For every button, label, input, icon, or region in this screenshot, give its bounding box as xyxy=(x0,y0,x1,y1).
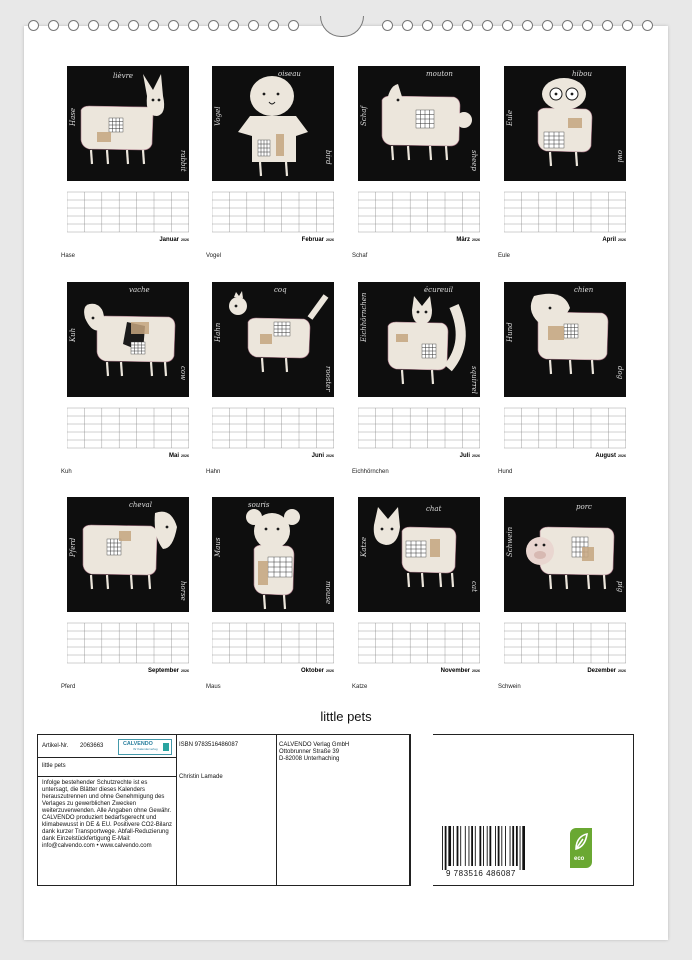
binding-ring xyxy=(462,20,473,31)
calendar-grid xyxy=(504,404,626,456)
animal-artwork xyxy=(67,66,189,181)
art-word-fr: oiseau xyxy=(278,70,301,78)
animal-artwork xyxy=(358,497,480,612)
animal-name: Eichhörnchen xyxy=(352,469,389,475)
calendar-grid xyxy=(212,619,334,671)
binding-ring xyxy=(268,20,279,31)
katze-drawing xyxy=(374,507,456,587)
binding-ring xyxy=(622,20,633,31)
binding-ring xyxy=(188,20,199,31)
binding-ring xyxy=(108,20,119,31)
binding-ring xyxy=(582,20,593,31)
calendar-grid xyxy=(212,188,334,240)
binding-ring xyxy=(48,20,59,31)
short-title: little pets xyxy=(42,763,66,769)
calendar-title: little pets xyxy=(320,709,372,724)
eco-badge xyxy=(570,828,592,868)
art-word-fr: souris xyxy=(248,501,270,509)
binding-ring xyxy=(502,20,513,31)
art-word-en: squirrel xyxy=(470,366,478,394)
article-number: 2063663 xyxy=(80,743,104,749)
art-word-fr: chat xyxy=(426,505,442,513)
art-word-fr: cheval xyxy=(129,501,152,509)
month-label: Mai 2026 xyxy=(168,453,189,459)
calvendo-logo: CALVENDO Ihr Kalenderverlag xyxy=(118,739,172,755)
month-label: März 2026 xyxy=(456,237,480,243)
binding-ring xyxy=(642,20,653,31)
animal-name: Katze xyxy=(352,684,368,690)
animal-name: Pferd xyxy=(61,684,76,690)
eule-drawing xyxy=(538,78,592,166)
info-column-left xyxy=(38,735,177,885)
calendar-grid xyxy=(212,404,334,456)
month-label: Dezember 2026 xyxy=(587,668,626,674)
animal-name: Maus xyxy=(206,684,221,690)
animal-artwork xyxy=(67,282,189,397)
animal-artwork xyxy=(504,66,626,181)
art-word-de: Hase xyxy=(69,107,77,126)
art-word-en: horse xyxy=(179,581,187,601)
article-label: Artikel-Nr. xyxy=(42,743,69,749)
animal-name: Hase xyxy=(61,253,76,259)
binding-ring xyxy=(602,20,613,31)
art-word-en: cow xyxy=(179,366,187,381)
calendar-grid xyxy=(358,188,480,240)
publisher-street: Ottobrunner Straße 39 xyxy=(279,749,340,755)
art-word-de: Hahn xyxy=(214,322,222,342)
art-word-fr: lièvre xyxy=(113,72,134,80)
animal-name: Kuh xyxy=(61,469,72,475)
art-word-de: Eule xyxy=(506,110,514,126)
animal-name: Schwein xyxy=(498,684,521,690)
binding-ring xyxy=(68,20,79,31)
art-word-fr: chien xyxy=(574,286,594,294)
binding-ring xyxy=(482,20,493,31)
art-word-de: Vogel xyxy=(214,106,222,126)
art-word-en: rabbit xyxy=(179,150,187,172)
maus-drawing xyxy=(246,509,300,609)
calendar-grid xyxy=(67,188,189,240)
binding-ring xyxy=(88,20,99,31)
info-column-right xyxy=(276,735,410,885)
calendar-grid xyxy=(504,188,626,240)
art-word-en: owl xyxy=(616,150,624,163)
hund-drawing xyxy=(531,294,608,374)
vogel-drawing xyxy=(238,76,308,176)
art-word-de: Hund xyxy=(506,322,514,342)
hase-drawing xyxy=(81,74,164,164)
isbn: ISBN 9783516486087 xyxy=(179,742,239,748)
animal-artwork xyxy=(212,497,334,612)
art-word-en: cat xyxy=(470,581,478,592)
month-label: Oktober 2026 xyxy=(300,668,334,674)
art-word-en: dog xyxy=(616,366,624,380)
calvendo-logo-mark xyxy=(163,743,169,751)
art-word-de: Eichhörnchen xyxy=(360,292,368,342)
art-word-de: Pferd xyxy=(69,537,77,557)
month-label: Februar 2026 xyxy=(301,237,334,243)
art-word-de: Kuh xyxy=(69,327,77,342)
animal-artwork xyxy=(504,282,626,397)
calendar-grid xyxy=(358,619,480,671)
schwein-drawing xyxy=(526,527,614,589)
art-word-fr: coq xyxy=(274,286,287,294)
binding-ring xyxy=(402,20,413,31)
animal-artwork xyxy=(212,66,334,181)
product-info-box xyxy=(37,734,411,886)
author: Christin Lamade xyxy=(179,774,223,780)
art-word-fr: hibou xyxy=(572,70,592,78)
pferd-drawing xyxy=(83,512,177,589)
binding-ring xyxy=(228,20,239,31)
art-word-de: Maus xyxy=(214,537,222,557)
eco-label: eco xyxy=(574,856,585,862)
animal-artwork xyxy=(504,497,626,612)
art-word-fr: vache xyxy=(129,286,150,294)
eichhörnchen-drawing xyxy=(388,296,461,384)
binding-ring xyxy=(208,20,219,31)
binding-ring xyxy=(28,20,39,31)
calendar-grid xyxy=(67,404,189,456)
month-label: Juli 2026 xyxy=(459,453,480,459)
legal-text: Infolge bestehender Schutzrechte ist es untersagt, die Blätter dieses Kalenders herauszutrennen und ohne Genehmigung des Verlages zu gewerblichen Zwecken weiterzuverwenden. Alle Angaben ohne Gewähr. CALVENDO produziert bedarfsgerecht und klimabewusst in DE & EU. Positivere CO2-Bilanz dank kurzer Transportwege. Abfall-Reduzierung dank Einzelstückfertigung E-Mail: info@calvendo.com • www.calvendo.com xyxy=(42,780,173,849)
art-word-fr: mouton xyxy=(426,70,453,78)
barcode-number: 9 783516 486087 xyxy=(446,869,516,878)
binding-ring xyxy=(382,20,393,31)
art-word-en: sheep xyxy=(470,150,478,171)
animal-name: Hahn xyxy=(206,469,221,475)
calendar-grid xyxy=(358,404,480,456)
publisher-name: CALVENDO Verlag GmbH xyxy=(279,742,350,748)
schaf-drawing xyxy=(382,84,472,160)
art-word-fr: écureuil xyxy=(424,286,454,294)
animal-artwork xyxy=(67,497,189,612)
month-label: Juni 2026 xyxy=(311,453,334,459)
animal-artwork xyxy=(358,66,480,181)
binding-ring xyxy=(422,20,433,31)
month-label: November 2026 xyxy=(440,668,480,674)
animal-name: Hund xyxy=(498,469,513,475)
animal-name: Schaf xyxy=(352,253,368,259)
month-label: Januar 2026 xyxy=(159,237,189,243)
art-word-en: rooster xyxy=(324,366,332,392)
kuh-drawing xyxy=(84,304,175,376)
art-word-fr: porc xyxy=(576,503,592,511)
barcode-icon xyxy=(438,826,546,870)
leaf-icon xyxy=(574,833,588,851)
animal-artwork xyxy=(212,282,334,397)
month-label: September 2026 xyxy=(147,668,189,674)
art-word-de: Schaf xyxy=(360,106,368,126)
animal-name: Eule xyxy=(498,253,511,259)
art-word-de: Katze xyxy=(360,536,368,557)
publisher-city: D-82008 Unterhaching xyxy=(279,756,340,762)
art-word-en: pig xyxy=(616,581,624,593)
binding-ring xyxy=(562,20,573,31)
binding-ring xyxy=(128,20,139,31)
info-column-middle xyxy=(176,735,277,885)
month-label: August 2026 xyxy=(595,453,626,459)
art-word-en: bird xyxy=(324,150,332,165)
binding-ring xyxy=(288,20,299,31)
hahn-drawing xyxy=(229,291,326,372)
binding-ring xyxy=(542,20,553,31)
binding-ring xyxy=(148,20,159,31)
art-word-en: mouse xyxy=(324,581,332,605)
calendar-grid xyxy=(67,619,189,671)
binding-ring xyxy=(522,20,533,31)
animal-artwork xyxy=(358,282,480,397)
calendar-grid xyxy=(504,619,626,671)
month-label: April 2026 xyxy=(602,237,626,243)
animal-name: Vogel xyxy=(206,253,222,259)
binding-ring xyxy=(168,20,179,31)
binding-ring xyxy=(248,20,259,31)
binding-ring xyxy=(442,20,453,31)
art-word-de: Schwein xyxy=(506,526,514,557)
